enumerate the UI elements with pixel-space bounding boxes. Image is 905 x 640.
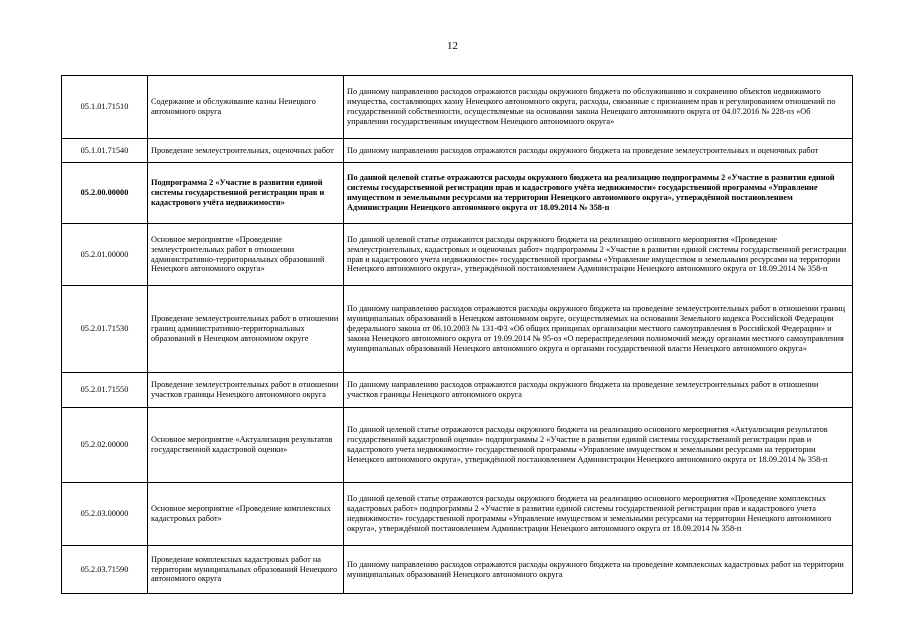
row-code: 05.2.03.71590: [62, 546, 148, 594]
table-row: [62, 286, 853, 373]
row-name: Основное мероприятие «Актуализация результатов государственной кадастровой оценки»: [148, 408, 344, 483]
row-description: По данному направлению расходов отражаются расходы окружного бюджета на проведение землеустроительных работ в отношении участков границы Ненецкого автономного округа: [344, 373, 853, 408]
row-name: Основное мероприятие «Проведение комплексных кадастровых работ»: [148, 483, 344, 546]
table-body: [62, 76, 853, 594]
row-name: Проведение землеустроительных работ в отношении участков границы Ненецкого автономного округа: [148, 373, 344, 408]
table-row: [62, 546, 853, 594]
row-name: Подпрограмма 2 «Участие в развитии единой системы государственной регистрации прав и кадастрового учёта недвижимости»: [148, 163, 344, 224]
row-code: 05.1.01.71540: [62, 139, 148, 163]
row-code: 05.1.01.71510: [62, 76, 148, 139]
row-name: Проведение землеустроительных, оценочных работ: [148, 139, 344, 163]
row-name: Проведение комплексных кадастровых работ на территории муниципальных образований Ненецкого автономного округа: [148, 546, 344, 594]
row-description: По данному направлению расходов отражаются расходы окружного бюджета на проведение землеустроительных работ в отношении границ муниципальных образований в Ненецком автономном округе, осуществляемых на основании Земельного кодекса Российской Федерации федерального закона от 06.10.2003 № 131-ФЗ «Об общих принципах организации местного самоуправления в Российской Федерации» и закона Ненецкого автономного округа от 19.09.2014 № 95-оз «О перераспределении полномочий между органами местного самоуправления муниципальных образований Ненецкого автономного округа и органами государственной власти Ненецкого автономного округа»: [344, 286, 853, 373]
row-name: Содержание и обслуживание казны Ненецкого автономного округа: [148, 76, 344, 139]
table-row: [62, 408, 853, 483]
row-code: 05.2.01.71530: [62, 286, 148, 373]
table-row: [62, 76, 853, 139]
row-code: 05.2.03.00000: [62, 483, 148, 546]
table-row: [62, 163, 853, 224]
row-code: 05.2.02.00000: [62, 408, 148, 483]
row-description: По данному направлению расходов отражаются расходы окружного бюджета на проведение землеустроительных и оценочных работ: [344, 139, 853, 163]
row-description: По данной целевой статье отражаются расходы окружного бюджета на реализацию подпрограммы 2 «Участие в развитии единой системы государственной регистрации прав и кадастрового учёта недвижимости» государственной программы «Управление имуществом и земельными ресурсами на территории Ненецкого автономного округа», утверждённой постановлением Администрации Ненецкого автономного округа от 18.09.2014 № 358-п: [344, 163, 853, 224]
table-row: [62, 224, 853, 286]
table-row: [62, 483, 853, 546]
row-description: По данному направлению расходов отражаются расходы окружного бюджета на проведение комплексных кадастровых работ на территории муниципальных образований Ненецкого автономного округа: [344, 546, 853, 594]
budget-classification-table: [61, 75, 853, 594]
row-description: По данной целевой статье отражаются расходы окружного бюджета на реализацию основного мероприятия «Проведение комплексных кадастровых работ» подпрограммы 2 «Участие в развитии единой системы государственной регистрации прав и кадастрового учета недвижимости» государственной программы «Управление имуществом и земельными ресурсами на территории Ненецкого автономного округа», утверждённой постановлением Администрации Ненецкого автономного округа от 18.09.2014 № 358-п: [344, 483, 853, 546]
table-row: [62, 139, 853, 163]
row-description: По данной целевой статье отражаются расходы окружного бюджета на реализацию основного мероприятия «Актуализация результатов государственной кадастровой оценки» подпрограммы 2 «Участие в развитии единой системы государственной регистрации прав и кадастрового учета недвижимости» государственной программы «Управление имуществом и земельными ресурсами на территории Ненецкого автономного округа», утверждённой постановлением Администрации Ненецкого автономного округа от 18.09.2014 № 358-п: [344, 408, 853, 483]
row-code: 05.2.01.00000: [62, 224, 148, 286]
row-name: Проведение землеустроительных работ в отношении границ административно-территориальных образований в Ненецком автономном округе: [148, 286, 344, 373]
row-code: 05.2.01.71550: [62, 373, 148, 408]
table-row: [62, 373, 853, 408]
row-description: По данной целевой статье отражаются расходы окружного бюджета на реализацию основного мероприятия «Проведение землеустроительных, кадастровых и оценочных работ» подпрограммы 2 «Участие в развитии единой системы государственной регистрации прав и кадастрового учета недвижимости» государственной программы «Управление имуществом и земельными ресурсами на территории Ненецкого автономного округа», утверждённой постановлением Администрации Ненецкого автономного округа от 18.09.2014 № 358-п: [344, 224, 853, 286]
row-description: По данному направлению расходов отражаются расходы окружного бюджета по обслуживанию и сохранению объектов недвижимого имущества, составляющих казну Ненецкого автономного округа, расходы, связанные с признанием прав и регулированием отношений по государственной собственности, осуществляемые на основании закона Ненецкого автономного округа от 04.07.2016 № 228-оз «Об управлении государственным имуществом Ненецкого автономного округа»: [344, 76, 853, 139]
row-code: 05.2.00.00000: [62, 163, 148, 224]
row-name: Основное мероприятие «Проведение землеустроительных работ в отношении административно-территориальных образований Ненецкого автономного округа»: [148, 224, 344, 286]
page-number: 12: [447, 40, 458, 52]
